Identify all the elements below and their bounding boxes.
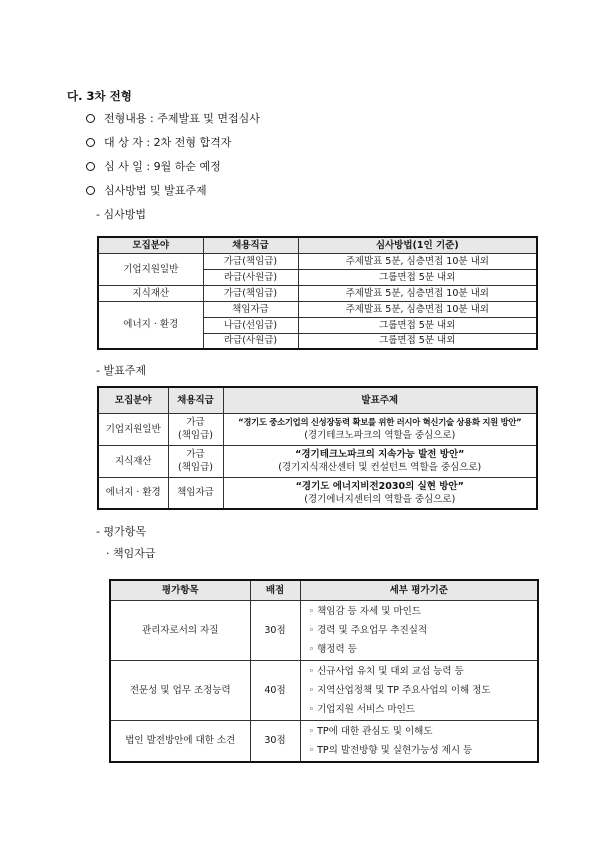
topic-note: (경기테크노파크의 역할을 중심으로) bbox=[304, 430, 456, 441]
criteria-line: ◦ TP의 발전방향 및 실현가능성 제시 등 bbox=[308, 744, 473, 756]
grade-cell: 라급(사원급) bbox=[203, 269, 298, 285]
grade-cell: 가급(책임급) bbox=[203, 285, 298, 301]
table-row bbox=[98, 301, 537, 317]
table-header-row bbox=[110, 580, 538, 600]
table-row bbox=[98, 253, 537, 269]
column-header: 모집분야 bbox=[98, 237, 203, 253]
topic-title: “경기도 중소기업의 신성장동력 확보를 위한 러시아 혁신기술 상용화 지원 방안” bbox=[238, 417, 522, 427]
topic-cell bbox=[223, 477, 537, 509]
bullet-item: 심사방법 및 발표주제 bbox=[86, 182, 207, 198]
criteria-line: ◦ TP에 대한 관심도 및 이해도 bbox=[308, 725, 433, 737]
item-cell: 전문성 및 업무 조정능력 bbox=[110, 660, 250, 720]
sub-item-manager-level: · 책임자급 bbox=[106, 547, 156, 560]
topic-cell bbox=[223, 413, 537, 445]
grade-cell: 나급(선임급) bbox=[203, 317, 298, 333]
criteria-line: ◦ 책임감 등 자세 및 마인드 bbox=[308, 605, 421, 617]
score-cell: 30점 bbox=[250, 720, 300, 762]
column-header: 채용직급 bbox=[203, 237, 298, 253]
sub-heading-evaluation: - 평가항목 bbox=[96, 525, 146, 538]
table-row bbox=[98, 477, 537, 509]
field-cell: 에너지 · 환경 bbox=[98, 477, 168, 509]
column-header: 심사방법(1인 기준) bbox=[298, 237, 537, 253]
method-cell: 주제발표 5분, 심층면접 10분 내외 bbox=[298, 301, 537, 317]
topic-note: (경기지식재산센터 및 컨설턴트 역할을 중심으로) bbox=[278, 462, 482, 473]
method-cell: 주제발표 5분, 심층면접 10분 내외 bbox=[298, 253, 537, 269]
criteria-line: ◦ 기업지원 서비스 마인드 bbox=[308, 703, 415, 715]
table-row bbox=[98, 285, 537, 301]
section-heading: 다. 3차 전형 bbox=[67, 89, 132, 103]
score-cell: 40점 bbox=[250, 660, 300, 720]
grade-cell: 라급(사원급) bbox=[203, 333, 298, 349]
column-header: 평가항목 bbox=[110, 580, 250, 600]
criteria-cell bbox=[300, 720, 538, 762]
bullet-item: 심 사 일 : 9월 하순 예정 bbox=[86, 158, 221, 174]
sub-heading-method: - 심사방법 bbox=[96, 208, 146, 221]
circle-bullet-icon bbox=[86, 138, 95, 147]
grade-cell: 가급(책임급) bbox=[203, 253, 298, 269]
criteria-line: ◦ 신규사업 유치 및 대외 교섭 능력 등 bbox=[308, 665, 464, 677]
screening-method-table bbox=[97, 236, 538, 350]
column-header: 모집분야 bbox=[98, 387, 168, 413]
bullet-item: 대 상 자 : 2차 전형 합격자 bbox=[86, 134, 231, 150]
table-header-row bbox=[98, 237, 537, 253]
circle-bullet-icon bbox=[86, 186, 95, 195]
table-row bbox=[98, 413, 537, 445]
method-cell: 그룹면접 5분 내외 bbox=[298, 317, 537, 333]
field-cell: 지식재산 bbox=[98, 445, 168, 477]
table-row bbox=[110, 600, 538, 660]
column-header: 발표주제 bbox=[223, 387, 537, 413]
item-cell: 관리자로서의 자질 bbox=[110, 600, 250, 660]
grade-cell: 책임자급 bbox=[168, 477, 223, 509]
topic-note: (경기에너지센터의 역할을 중심으로) bbox=[304, 493, 456, 505]
evaluation-table bbox=[109, 579, 539, 763]
field-cell: 지식재산 bbox=[98, 285, 203, 301]
table-row bbox=[98, 445, 537, 477]
criteria-line: ◦ 경력 및 주요업무 추진실적 bbox=[308, 624, 428, 636]
topic-title: “경기도 에너지비전2030의 실현 방안” bbox=[295, 480, 464, 492]
criteria-cell bbox=[300, 660, 538, 720]
grade-cell: 가급 (책임급) bbox=[168, 445, 223, 477]
grade-cell: 책임자급 bbox=[203, 301, 298, 317]
topic-cell bbox=[223, 445, 537, 477]
circle-bullet-icon bbox=[86, 114, 95, 123]
table-row bbox=[110, 720, 538, 762]
score-cell: 30점 bbox=[250, 600, 300, 660]
topic-title: “경기테크노파크의 지속가능 발전 방안” bbox=[295, 449, 465, 460]
sub-heading-topic: - 발표주제 bbox=[96, 364, 146, 377]
column-header: 세부 평가기준 bbox=[300, 580, 538, 600]
method-cell: 그룹면접 5분 내외 bbox=[298, 333, 537, 349]
field-cell: 기업지원일반 bbox=[98, 253, 203, 285]
bullet-item: 전형내용 : 주제발표 및 면접심사 bbox=[86, 110, 260, 126]
table-row bbox=[110, 660, 538, 720]
method-cell: 주제발표 5분, 심층면접 10분 내외 bbox=[298, 285, 537, 301]
method-cell: 그룹면접 5분 내외 bbox=[298, 269, 537, 285]
criteria-line: ◦ 지역산업정책 및 TP 주요사업의 이해 정도 bbox=[308, 684, 491, 696]
field-cell: 에너지 · 환경 bbox=[98, 301, 203, 349]
circle-bullet-icon bbox=[86, 162, 95, 171]
criteria-line: ◦ 행정력 등 bbox=[308, 643, 357, 655]
criteria-cell bbox=[300, 600, 538, 660]
column-header: 배점 bbox=[250, 580, 300, 600]
presentation-topic-table bbox=[97, 386, 538, 510]
column-header: 채용직급 bbox=[168, 387, 223, 413]
field-cell: 기업지원일반 bbox=[98, 413, 168, 445]
item-cell: 법인 발전방안에 대한 소견 bbox=[110, 720, 250, 762]
grade-cell: 가급 (책임급) bbox=[168, 413, 223, 445]
table-header-row bbox=[98, 387, 537, 413]
